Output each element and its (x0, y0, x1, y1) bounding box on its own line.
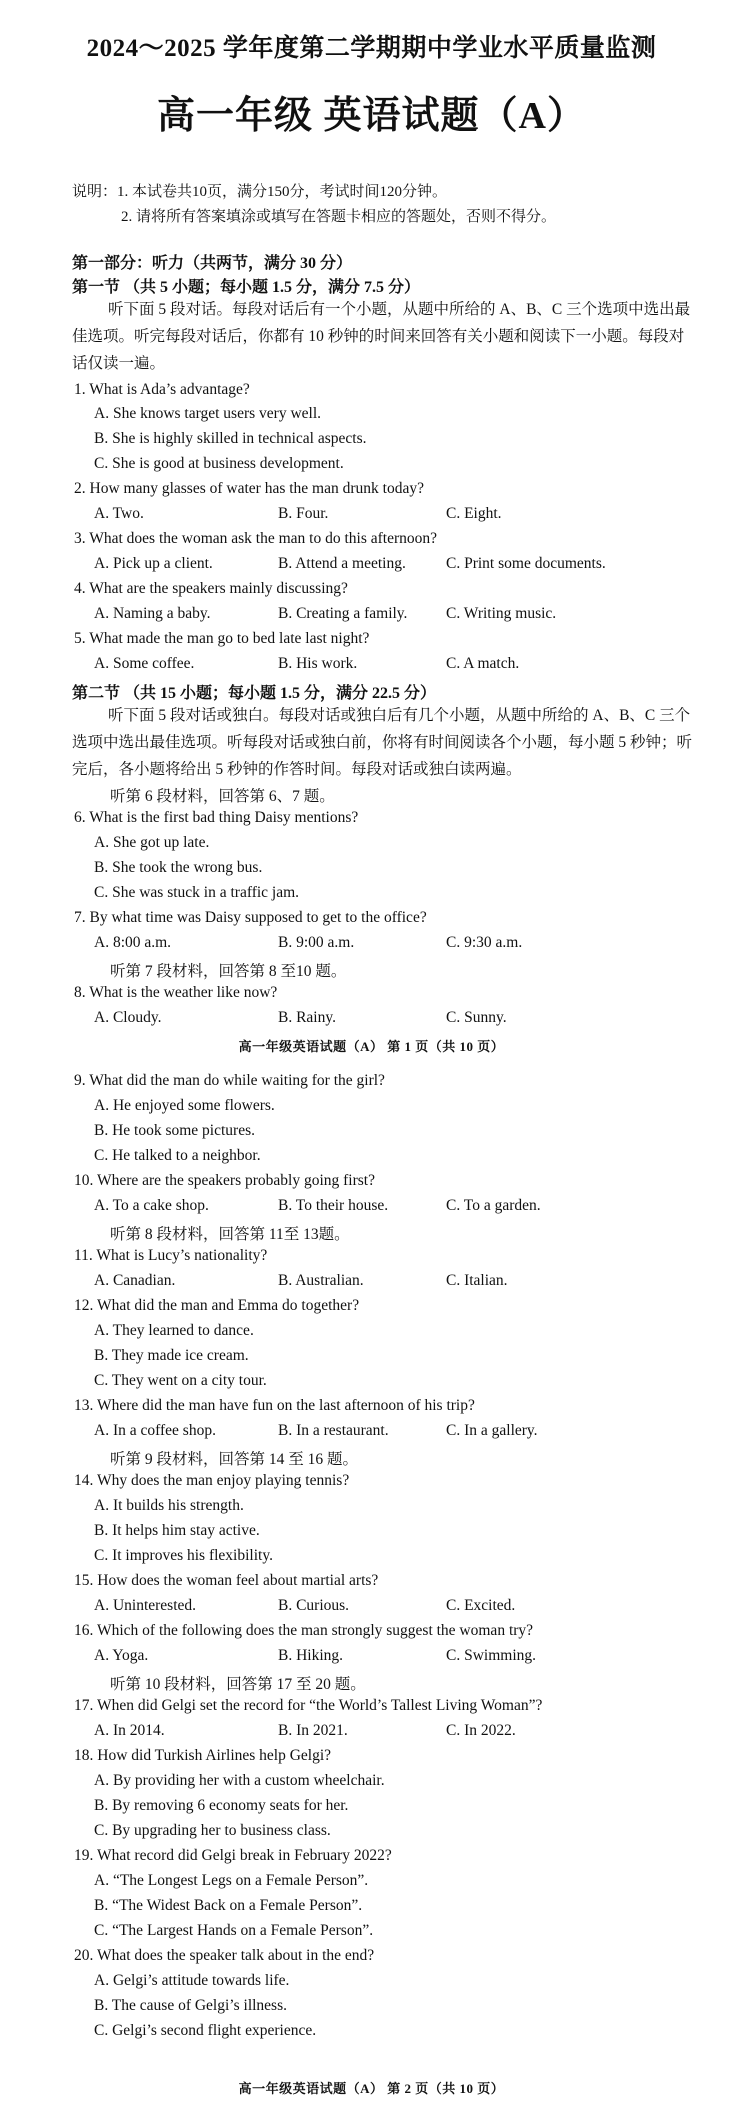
q2-option-a: A. Two. (94, 505, 144, 522)
q11-option-a: A. Canadian. (94, 1272, 176, 1289)
question-17: 17. When did Gelgi set the record for “the World’s Tallest Living Woman”? (74, 1697, 543, 1714)
q18-option-a: A. By providing her with a custom wheelchair. (94, 1772, 385, 1789)
page-1-footer: 高一年级英语试题（A） 第 1 页（共 10 页） (238, 1039, 505, 1054)
q2-option-b: B. Four. (278, 505, 329, 522)
q18-option-c: C. By upgrading her to business class. (94, 1822, 331, 1839)
q1-option-b: B. She is highly skilled in technical aspects. (94, 430, 367, 447)
listen-9-note: 听第 9 段材料，回答第 14 至 16 题。 (110, 1451, 359, 1468)
q10-option-a: A. To a cake shop. (94, 1197, 209, 1214)
listen-8-note: 听第 8 段材料，回答第 11至 13题。 (110, 1226, 350, 1243)
question-6: 6. What is the first bad thing Daisy mentions? (74, 809, 359, 826)
question-3: 3. What does the woman ask the man to do this afternoon? (74, 530, 438, 547)
q4-option-a: A. Naming a baby. (94, 605, 211, 622)
question-4: 4. What are the speakers mainly discussing? (74, 580, 348, 597)
q5-option-a: A. Some coffee. (94, 655, 195, 672)
q5-option-b: B. His work. (278, 655, 358, 672)
q16-option-a: A. Yoga. (94, 1647, 149, 1664)
q17-option-b: B. In 2021. (278, 1722, 348, 1739)
question-8: 8. What is the weather like now? (74, 984, 278, 1001)
listen-7-note: 听第 7 段材料，回答第 8 至10 题。 (110, 963, 347, 980)
q4-option-b: B. Creating a family. (278, 605, 408, 622)
q20-option-b: B. The cause of Gelgi’s illness. (94, 1997, 288, 2014)
exam-subtitle: 高一年级 英语试题（A） (157, 95, 586, 137)
q2-option-c: C. Eight. (446, 505, 502, 522)
question-1: 1. What is Ada’s advantage? (74, 381, 250, 398)
question-5: 5. What made the man go to bed late last night? (74, 630, 370, 647)
q14-option-c: C. It improves his flexibility. (94, 1547, 273, 1564)
q7-option-a: A. 8:00 a.m. (94, 934, 172, 951)
question-18: 18. How did Turkish Airlines help Gelgi? (74, 1747, 332, 1764)
q13-option-a: A. In a coffee shop. (94, 1422, 216, 1439)
question-14: 14. Why does the man enjoy playing tennis? (74, 1472, 350, 1489)
question-7: 7. By what time was Daisy supposed to get to the office? (74, 909, 427, 926)
question-2: 2. How many glasses of water has the man drunk today? (74, 480, 424, 497)
exam-title: 2024～2025 学年度第二学期期中学业水平质量监测 (86, 35, 657, 62)
question-16: 16. Which of the following does the man strongly suggest the woman try? (74, 1622, 534, 1639)
q9-option-b: B. He took some pictures. (94, 1122, 256, 1139)
q5-option-c: C. A match. (446, 655, 520, 672)
q12-option-b: B. They made ice cream. (94, 1347, 249, 1364)
q17-option-a: A. In 2014. (94, 1722, 165, 1739)
section1-instructions: 听下面 5 段对话。每段对话后有一个小题，从题中所给的 A、B、C 三个选项中选出最佳选项。听完每段对话后，你都有 10 秒钟的时间来回答有关小题和阅读下一小题。每段对话仅读一遍。 (72, 301, 691, 372)
q3-option-a: A. Pick up a client. (94, 555, 213, 572)
q11-option-c: C. Italian. (446, 1272, 508, 1289)
section1-heading: 第一节 （共 5 小题；每小题 1.5 分，满分 7.5 分） (72, 279, 421, 296)
q6-option-c: C. She was stuck in a traffic jam. (94, 884, 300, 901)
section2-heading: 第二节 （共 15 小题；每小题 1.5 分，满分 22.5 分） (72, 685, 437, 702)
q9-option-a: A. He enjoyed some flowers. (94, 1097, 275, 1114)
question-11: 11. What is Lucy’s nationality? (74, 1247, 268, 1264)
question-15: 15. How does the woman feel about martial arts? (74, 1572, 379, 1589)
q19-option-c: C. “The Largest Hands on a Female Person”. (94, 1922, 374, 1939)
part1-heading: 第一部分：听力（共两节，满分 30 分） (72, 255, 353, 272)
q11-option-b: B. Australian. (278, 1272, 364, 1289)
question-20: 20. What does the speaker talk about in the end? (74, 1947, 375, 1964)
q20-option-a: A. Gelgi’s attitude towards life. (94, 1972, 290, 1989)
q12-option-c: C. They went on a city tour. (94, 1372, 267, 1389)
q7-option-c: C. 9:30 a.m. (446, 934, 523, 951)
question-19: 19. What record did Gelgi break in February 2022? (74, 1847, 392, 1864)
q9-option-c: C. He talked to a neighbor. (94, 1147, 261, 1164)
q1-option-c: C. She is good at business development. (94, 455, 344, 472)
q17-option-c: C. In 2022. (446, 1722, 516, 1739)
listen-6-note: 听第 6 段材料，回答第 6、7 题。 (110, 788, 335, 805)
question-9: 9. What did the man do while waiting for the girl? (74, 1072, 385, 1089)
q16-option-b: B. Hiking. (278, 1647, 344, 1664)
q8-option-c: C. Sunny. (446, 1009, 507, 1026)
listen-10-note: 听第 10 段材料，回答第 17 至 20 题。 (110, 1676, 366, 1693)
q15-option-c: C. Excited. (446, 1597, 516, 1614)
q12-option-a: A. They learned to dance. (94, 1322, 254, 1339)
q10-option-c: C. To a garden. (446, 1197, 541, 1214)
section2-instructions: 听下面 5 段对话或独白。每段对话或独白后有几个小题，从题中所给的 A、B、C 三个选项中选出最佳选项。听每段对话或独白前，你将有时间阅读各个小题，每小题 5 秒钟；听完后，各小题将给出 5 秒钟的作答时间。每段对话或独白读两遍。 (72, 707, 693, 778)
q6-option-b: B. She took the wrong bus. (94, 859, 263, 876)
q1-option-a: A. She knows target users very well. (94, 405, 322, 422)
page-2-footer: 高一年级英语试题（A） 第 2 页（共 10 页） (238, 2081, 505, 2096)
q15-option-a: A. Uninterested. (94, 1597, 197, 1614)
q13-option-c: C. In a gallery. (446, 1422, 538, 1439)
q16-option-c: C. Swimming. (446, 1647, 537, 1664)
q20-option-c: C. Gelgi’s second flight experience. (94, 2022, 317, 2039)
q3-option-b: B. Attend a meeting. (278, 555, 406, 572)
q19-option-b: B. “The Widest Back on a Female Person”. (94, 1897, 363, 1914)
q13-option-b: B. In a restaurant. (278, 1422, 389, 1439)
q3-option-c: C. Print some documents. (446, 555, 606, 572)
exam-page-2 (0, 1058, 743, 2104)
q8-option-a: A. Cloudy. (94, 1009, 162, 1026)
question-10: 10. Where are the speakers probably going first? (74, 1172, 375, 1189)
question-13: 13. Where did the man have fun on the last afternoon of his trip? (74, 1397, 475, 1414)
q14-option-a: A. It builds his strength. (94, 1497, 244, 1514)
q7-option-b: B. 9:00 a.m. (278, 934, 355, 951)
q19-option-a: A. “The Longest Legs on a Female Person”. (94, 1872, 369, 1889)
question-12: 12. What did the man and Emma do together? (74, 1297, 360, 1314)
q10-option-b: B. To their house. (278, 1197, 389, 1214)
q18-option-b: B. By removing 6 economy seats for her. (94, 1797, 349, 1814)
q4-option-c: C. Writing music. (446, 605, 557, 622)
note-1: 说明：1. 本试卷共10页，满分150分，考试时间120分钟。 (72, 184, 448, 200)
q6-option-a: A. She got up late. (94, 834, 210, 851)
q14-option-b: B. It helps him stay active. (94, 1522, 260, 1539)
q8-option-b: B. Rainy. (278, 1009, 336, 1026)
note-2: 2. 请将所有答案填涂或填写在答题卡相应的答题处，否则不得分。 (121, 209, 557, 225)
q15-option-b: B. Curious. (278, 1597, 350, 1614)
